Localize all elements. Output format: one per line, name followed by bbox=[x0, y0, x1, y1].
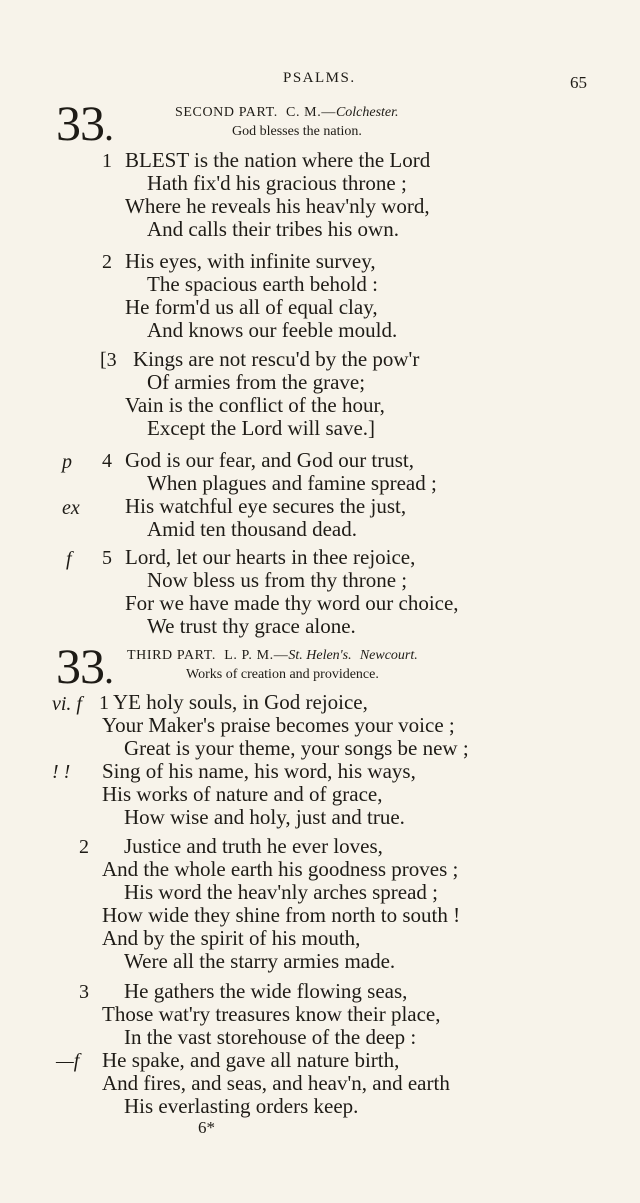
hymn-heading: THIRD PART. L. P. M.—St. Helen's. Newcourt. bbox=[127, 648, 418, 663]
verse-line: How wise and holy, just and true. bbox=[124, 805, 405, 829]
verse-line: When plagues and famine spread ; bbox=[147, 471, 437, 495]
verse-line: Amid ten thousand dead. bbox=[147, 517, 357, 541]
verse-line: And the whole earth his goodness proves ; bbox=[102, 857, 459, 881]
signature-mark: 6* bbox=[198, 1118, 215, 1137]
verse-line: His word the heav'nly arches spread ; bbox=[124, 880, 439, 904]
verse-number: 5 bbox=[102, 547, 112, 569]
verse-line: For we have made thy word our choice, bbox=[125, 591, 459, 615]
verse-line: His watchful eye secures the just, bbox=[125, 494, 407, 518]
verse-line: He form'd us all of equal clay, bbox=[125, 295, 378, 319]
verse-number: 1 bbox=[99, 692, 109, 714]
verse-line: Great is your theme, your songs be new ; bbox=[124, 736, 469, 760]
verse-number: 1 bbox=[102, 150, 112, 172]
verse-line: Except the Lord will save.] bbox=[147, 416, 376, 440]
verse-number: [3 bbox=[100, 349, 117, 371]
verse-line: BLEST is the nation where the Lord bbox=[125, 148, 431, 172]
verse-line: Hath fix'd his gracious throne ; bbox=[147, 171, 407, 195]
hymn-subtitle: Works of creation and providence. bbox=[186, 667, 379, 682]
verse-line: YE holy souls, in God rejoice, bbox=[113, 690, 368, 714]
verse-line: Kings are not rescu'd by the pow'r bbox=[133, 347, 420, 371]
verse-line: He spake, and gave all nature birth, bbox=[102, 1048, 400, 1072]
verse-line: Vain is the conflict of the hour, bbox=[125, 393, 385, 417]
verse-line: Of armies from the grave; bbox=[147, 370, 366, 394]
verse-line: Your Maker's praise becomes your voice ; bbox=[102, 713, 455, 737]
verse-line: His eyes, with infinite survey, bbox=[125, 249, 376, 273]
verse-line: And calls their tribes his own. bbox=[147, 217, 399, 241]
verse-line: God is our fear, and God our trust, bbox=[125, 448, 415, 472]
hymn-heading: SECOND PART. C. M.—Colchester. bbox=[175, 105, 399, 120]
verse-line: And knows our feeble mould. bbox=[147, 318, 398, 342]
verse-line: Where he reveals his heav'nly word, bbox=[125, 194, 430, 218]
verse-line: Lord, let our hearts in thee rejoice, bbox=[125, 545, 416, 569]
hymn-subtitle: God blesses the nation. bbox=[232, 124, 362, 139]
verse-number: 3 bbox=[79, 981, 89, 1003]
verse-line: How wide they shine from north to south ! bbox=[102, 903, 461, 927]
hymn-number: 33. bbox=[56, 95, 113, 151]
verse-line: He gathers the wide flowing seas, bbox=[124, 979, 408, 1003]
dynamic-mark: vi. f bbox=[52, 693, 82, 715]
verse-line: His everlasting orders keep. bbox=[124, 1094, 359, 1118]
verse-line: Were all the starry armies made. bbox=[124, 949, 396, 973]
verse-line: Sing of his name, his word, his ways, bbox=[102, 759, 416, 783]
dynamic-mark: —f bbox=[56, 1050, 80, 1072]
verse-number: 2 bbox=[79, 836, 89, 858]
running-title: PSALMS. bbox=[283, 70, 356, 86]
dynamic-mark: ! ! bbox=[52, 761, 71, 783]
verse-number: 4 bbox=[102, 450, 112, 472]
verse-line: Now bless us from thy throne ; bbox=[147, 568, 408, 592]
verse-line: In the vast storehouse of the deep : bbox=[124, 1025, 417, 1049]
hymn-number: 33. bbox=[56, 638, 113, 694]
verse-line: And by the spirit of his mouth, bbox=[102, 926, 361, 950]
verse-line: Justice and truth he ever loves, bbox=[124, 834, 383, 858]
verse-number: 2 bbox=[102, 251, 112, 273]
verse-line: His works of nature and of grace, bbox=[102, 782, 383, 806]
verse-line: And fires, and seas, and heav'n, and earth bbox=[102, 1071, 450, 1095]
dynamic-mark: ex bbox=[62, 497, 80, 519]
dynamic-mark: f bbox=[66, 548, 72, 570]
verse-line: We trust thy grace alone. bbox=[147, 614, 356, 638]
verse-line: The spacious earth behold : bbox=[147, 272, 378, 296]
page-number: 65 bbox=[570, 73, 587, 92]
dynamic-mark: p bbox=[62, 451, 72, 473]
verse-line: Those wat'ry treasures know their place, bbox=[102, 1002, 441, 1026]
